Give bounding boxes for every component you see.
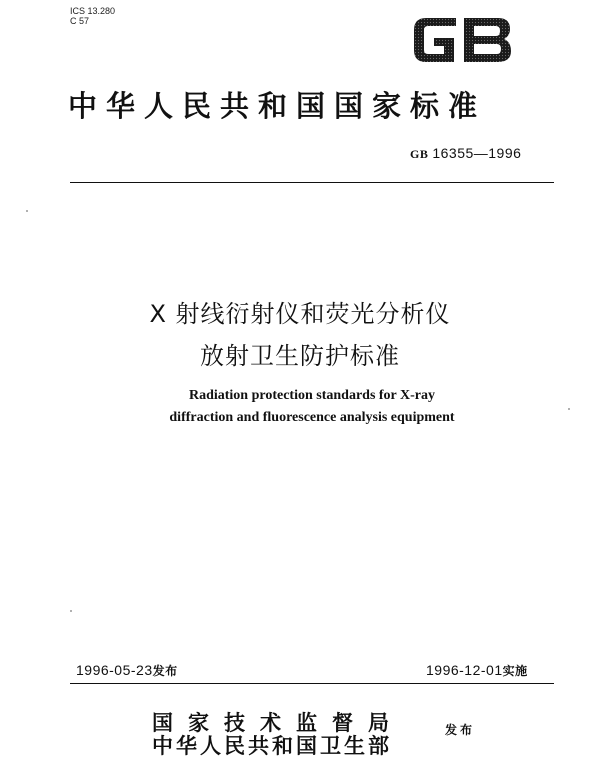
issue-date-suffix: 发布 [152, 664, 178, 678]
ics-code: ICS 13.280 [70, 6, 116, 16]
title-cn-line2: 放射卫生防护标准 [200, 342, 400, 370]
national-standard-title: 中华人民共和国国家标准 [68, 89, 487, 123]
issue-date-value: 1996-05-23 [76, 662, 153, 678]
gb-logo [408, 12, 516, 68]
issuer-label: 发布 [445, 723, 476, 737]
title-cn-line1: X 射线衍射仪和荧光分析仪 [149, 300, 451, 328]
top-divider [70, 182, 554, 183]
classification-codes [70, 6, 115, 26]
standard-number [410, 145, 521, 162]
scan-speck [70, 610, 72, 612]
standard-code: 16355—1996 [432, 145, 522, 161]
issuer-line2: 中华人民共和国卫生部 [152, 733, 392, 758]
issue-date [76, 662, 178, 679]
effective-date-value: 1996-12-01 [426, 662, 503, 678]
scan-speck [26, 210, 28, 212]
bottom-divider [70, 683, 554, 684]
standard-prefix: GB [410, 147, 429, 161]
ccs-code: C 57 [70, 16, 90, 26]
title-en-line1: Radiation protection standards for X-ray [188, 388, 436, 403]
issuer-line1: 国家技术监督局 [152, 710, 404, 735]
gb-logo-icon [408, 12, 516, 68]
effective-date [426, 662, 528, 679]
effective-date-suffix: 实施 [502, 664, 528, 678]
title-en-line2: diffraction and fluorescence analysis equipment [169, 410, 455, 425]
scan-speck [568, 408, 570, 410]
